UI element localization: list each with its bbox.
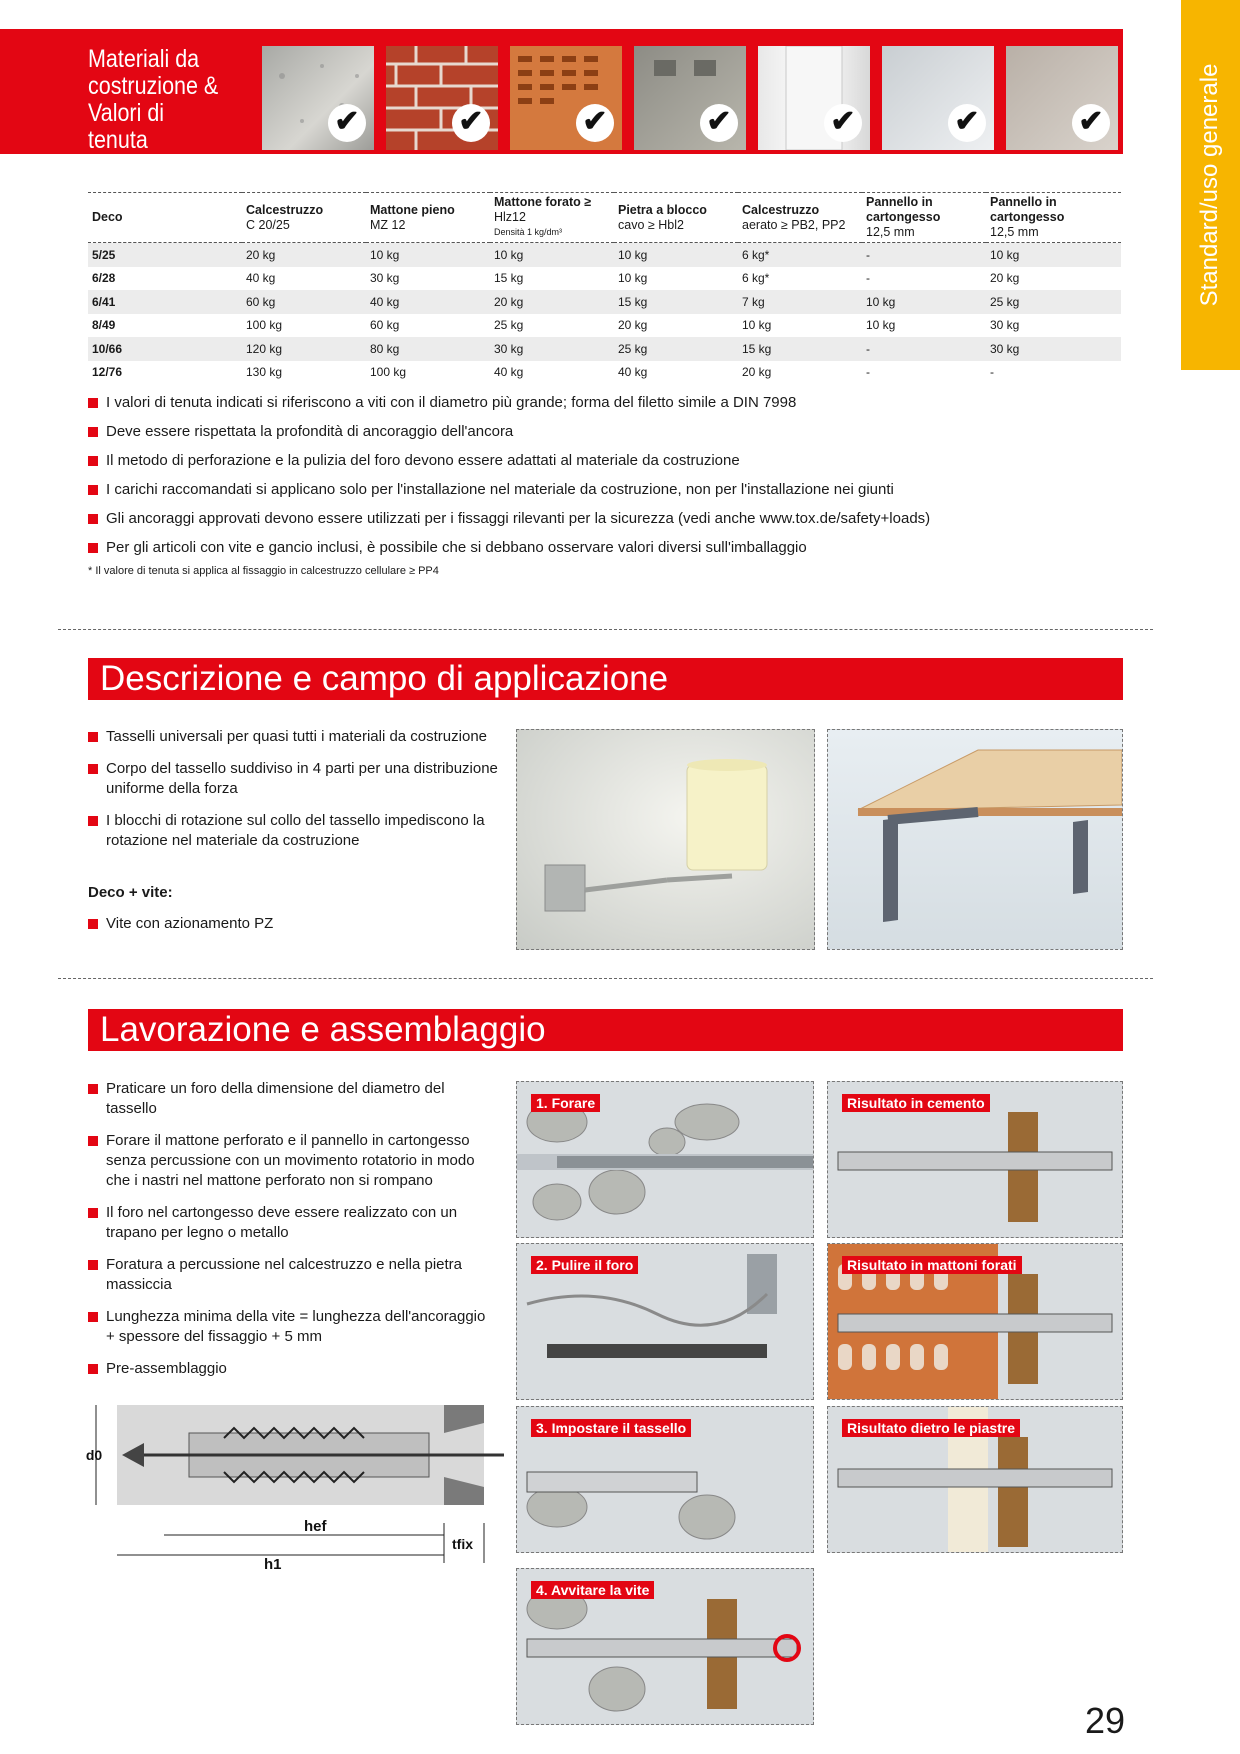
table-cell: 10 kg: [366, 243, 490, 267]
tfix-label: tfix: [452, 1536, 473, 1552]
divider: [58, 978, 1153, 979]
table-cell: 20 kg: [490, 290, 614, 314]
hollow-block-check-icon: ✔: [634, 46, 746, 150]
table-cell: 20 kg: [242, 243, 366, 267]
table-cell: 10 kg: [618, 271, 648, 286]
step-3-tile: [516, 1406, 814, 1553]
step-label: 2. Pulire il foro: [531, 1256, 638, 1274]
solid-brick-check-icon: ✔: [386, 46, 498, 150]
table-row: [88, 243, 1121, 267]
step-1-tile: [516, 1081, 814, 1238]
list-item: Gli ancoraggi approvati devono essere utilizzati per i fissaggi rilevanti per la sicurezza (vedi anche www.tox.de/safety+loads): [88, 509, 1118, 529]
table-cell: 25 kg: [494, 318, 524, 333]
table-cell: 30 kg: [990, 318, 1020, 333]
table-cell: 40 kg: [618, 365, 648, 380]
table-header-row: [88, 193, 1121, 243]
list-item: Forare il mattone perforato e il pannello in cartongesso senza percussione con un movimento rotatorio in modo che i nastri nel mattone perforato non si rompano: [88, 1131, 498, 1191]
d0-label: d0: [85, 1447, 103, 1463]
table-cell: 40 kg: [366, 290, 490, 314]
header-title: Materiali da costruzione & Valori di tenuta: [88, 45, 219, 154]
table-cell: 30 kg: [370, 271, 400, 286]
deco-subheading: Deco + vite:: [88, 884, 173, 901]
aerated-concrete-check-icon: ✔: [758, 46, 870, 150]
section-title-assembly: Lavorazione e assemblaggio: [88, 1009, 1123, 1051]
table-cell: 40 kg: [246, 271, 276, 286]
table-cell: 6 kg*: [742, 271, 770, 286]
table-cell: 100 kg: [370, 365, 407, 380]
table-cell: 6/28: [92, 271, 116, 286]
table-row: [88, 267, 1121, 291]
table-header-cell: Mattone pieno MZ 12: [366, 193, 490, 243]
table-cell: 6 kg*: [738, 243, 862, 267]
table-header-cell: Pietra a blocco cavo ≥ Hbl2: [614, 193, 738, 243]
table-cell: 20 kg: [742, 365, 772, 380]
list-item: Vite con azionamento PZ: [88, 914, 518, 934]
notes-list: [88, 393, 1118, 558]
table-row: [88, 337, 1121, 361]
table-header-cell: Calcestruzzo C 20/25: [242, 193, 366, 243]
table-cell: -: [862, 337, 986, 361]
result-label: Risultato in mattoni forati: [842, 1256, 1022, 1274]
list-item: Corpo del tassello suddiviso in 4 parti per una distribuzione uniforme della forza: [88, 759, 518, 799]
table-cell: 25 kg: [614, 337, 738, 361]
table-row: [88, 314, 1121, 338]
table-cell: 30 kg: [986, 337, 1121, 361]
table-cell: 120 kg: [242, 337, 366, 361]
shelf-photo: [827, 729, 1123, 950]
table-cell: 6/41: [88, 290, 242, 314]
list-item: I valori di tenuta indicati si riferiscono a viti con il diametro più grande; forma del filetto simile a DIN 7998: [88, 393, 1118, 413]
result-plates-tile: [827, 1406, 1123, 1553]
table-cell: 60 kg: [242, 290, 366, 314]
result-label: Risultato in cemento: [842, 1094, 990, 1112]
result-perforated-tile: [827, 1243, 1123, 1400]
list-item: Il metodo di perforazione e la pulizia del foro devono essere adattati al materiale da costruzione: [88, 451, 1118, 471]
table-cell: 40 kg: [494, 365, 524, 380]
plasterboard-check-icon: ✔: [882, 46, 994, 150]
deco-sub-list: [88, 914, 518, 934]
list-item: Praticare un foro della dimensione del diametro del tassello: [88, 1079, 498, 1119]
table-cell: -: [862, 243, 986, 267]
table-cell: 25 kg: [986, 290, 1121, 314]
side-tab: Standard/uso generale: [1181, 0, 1240, 370]
table-cell: 10/66: [88, 337, 242, 361]
table-cell: 15 kg: [738, 337, 862, 361]
table-cell: 10 kg: [862, 290, 986, 314]
table-header-cell: Calcestruzzo aerato ≥ PB2, PP2: [738, 193, 862, 243]
table-cell: 30 kg: [490, 337, 614, 361]
table-cell: 10 kg: [986, 243, 1121, 267]
step-4-tile: [516, 1568, 814, 1725]
table-cell: 15 kg: [494, 271, 524, 286]
plasterboard-2-check-icon: ✔: [1006, 46, 1118, 150]
list-item: Lunghezza minima della vite = lunghezza dell'ancoraggio + spessore del fissaggio + 5 mm: [88, 1307, 498, 1347]
step-label: 4. Avvitare la vite: [531, 1581, 654, 1599]
table-header-cell: Pannello in cartongesso 12,5 mm: [986, 193, 1121, 243]
step-2-tile: [516, 1243, 814, 1400]
table-cell: 10 kg: [490, 243, 614, 267]
divider: [58, 629, 1153, 630]
load-values-table: [88, 192, 1121, 384]
table-cell: 130 kg: [246, 365, 283, 380]
list-item: Pre-assemblaggio: [88, 1359, 498, 1379]
description-list: [88, 727, 518, 851]
table-cell: -: [866, 365, 870, 380]
table-cell: 60 kg: [370, 318, 400, 333]
footnote: * Il valore di tenuta si applica al fissaggio in calcestruzzo cellulare ≥ PP4: [88, 565, 439, 577]
h1-label: h1: [264, 1556, 282, 1573]
perforated-brick-check-icon: ✔: [510, 46, 622, 150]
table-cell: -: [990, 365, 994, 380]
section-title-description: Descrizione e campo di applicazione: [88, 658, 1123, 700]
list-item: Tasselli universali per quasi tutti i materiali da costruzione: [88, 727, 518, 747]
table-header-cell: Pannello in cartongesso 12,5 mm: [862, 193, 986, 243]
list-item: Deve essere rispettata la profondità di ancoraggio dell'ancora: [88, 422, 1118, 442]
result-label: Risultato dietro le piastre: [842, 1419, 1020, 1437]
table-cell: 7 kg: [738, 290, 862, 314]
pre-assembly-diagram: [84, 1393, 504, 1573]
list-item: I blocchi di rotazione sul collo del tassello impediscono la rotazione nel materiale da costruzione: [88, 811, 518, 851]
list-item: I carichi raccomandati si applicano solo per l'installazione nel materiale da costruzione, non per l'installazione nei giunti: [88, 480, 1118, 500]
table-row: [88, 290, 1121, 314]
table-cell: 100 kg: [246, 318, 283, 333]
step-label: 3. Impostare il tassello: [531, 1419, 691, 1437]
table-cell: 10 kg: [614, 243, 738, 267]
table-cell: 5/25: [88, 243, 242, 267]
list-item: Il foro nel cartongesso deve essere realizzato con un trapano per legno o metallo: [88, 1203, 498, 1243]
list-item: Per gli articoli con vite e gancio inclusi, è possibile che si debbano osservare valori diversi sull'imballaggio: [88, 538, 1118, 558]
table-cell: 10 kg: [742, 318, 772, 333]
concrete-check-icon: ✔: [262, 46, 374, 150]
table-cell: 10 kg: [866, 318, 896, 333]
table-cell: 8/49: [92, 318, 116, 333]
hef-label: hef: [304, 1518, 327, 1535]
table-cell: 20 kg: [618, 318, 648, 333]
table-cell: 12/76: [92, 365, 123, 380]
table-row: [88, 361, 1121, 385]
table-cell: 80 kg: [366, 337, 490, 361]
table-cell: 15 kg: [614, 290, 738, 314]
table-cell: -: [866, 271, 870, 286]
result-concrete-tile: [827, 1081, 1123, 1238]
assembly-list: [88, 1079, 498, 1379]
table-cell: 20 kg: [990, 271, 1020, 286]
step-label: 1. Forare: [531, 1094, 600, 1112]
table-header-cell: Mattone forato ≥ Hlz12 Densità 1 kg/dm³: [490, 193, 614, 243]
page-number: 29: [1085, 1700, 1126, 1741]
list-item: Foratura a percussione nel calcestruzzo e nella pietra massiccia: [88, 1255, 498, 1295]
lamp-photo: [516, 729, 815, 950]
table-header-cell: Deco: [88, 193, 242, 243]
